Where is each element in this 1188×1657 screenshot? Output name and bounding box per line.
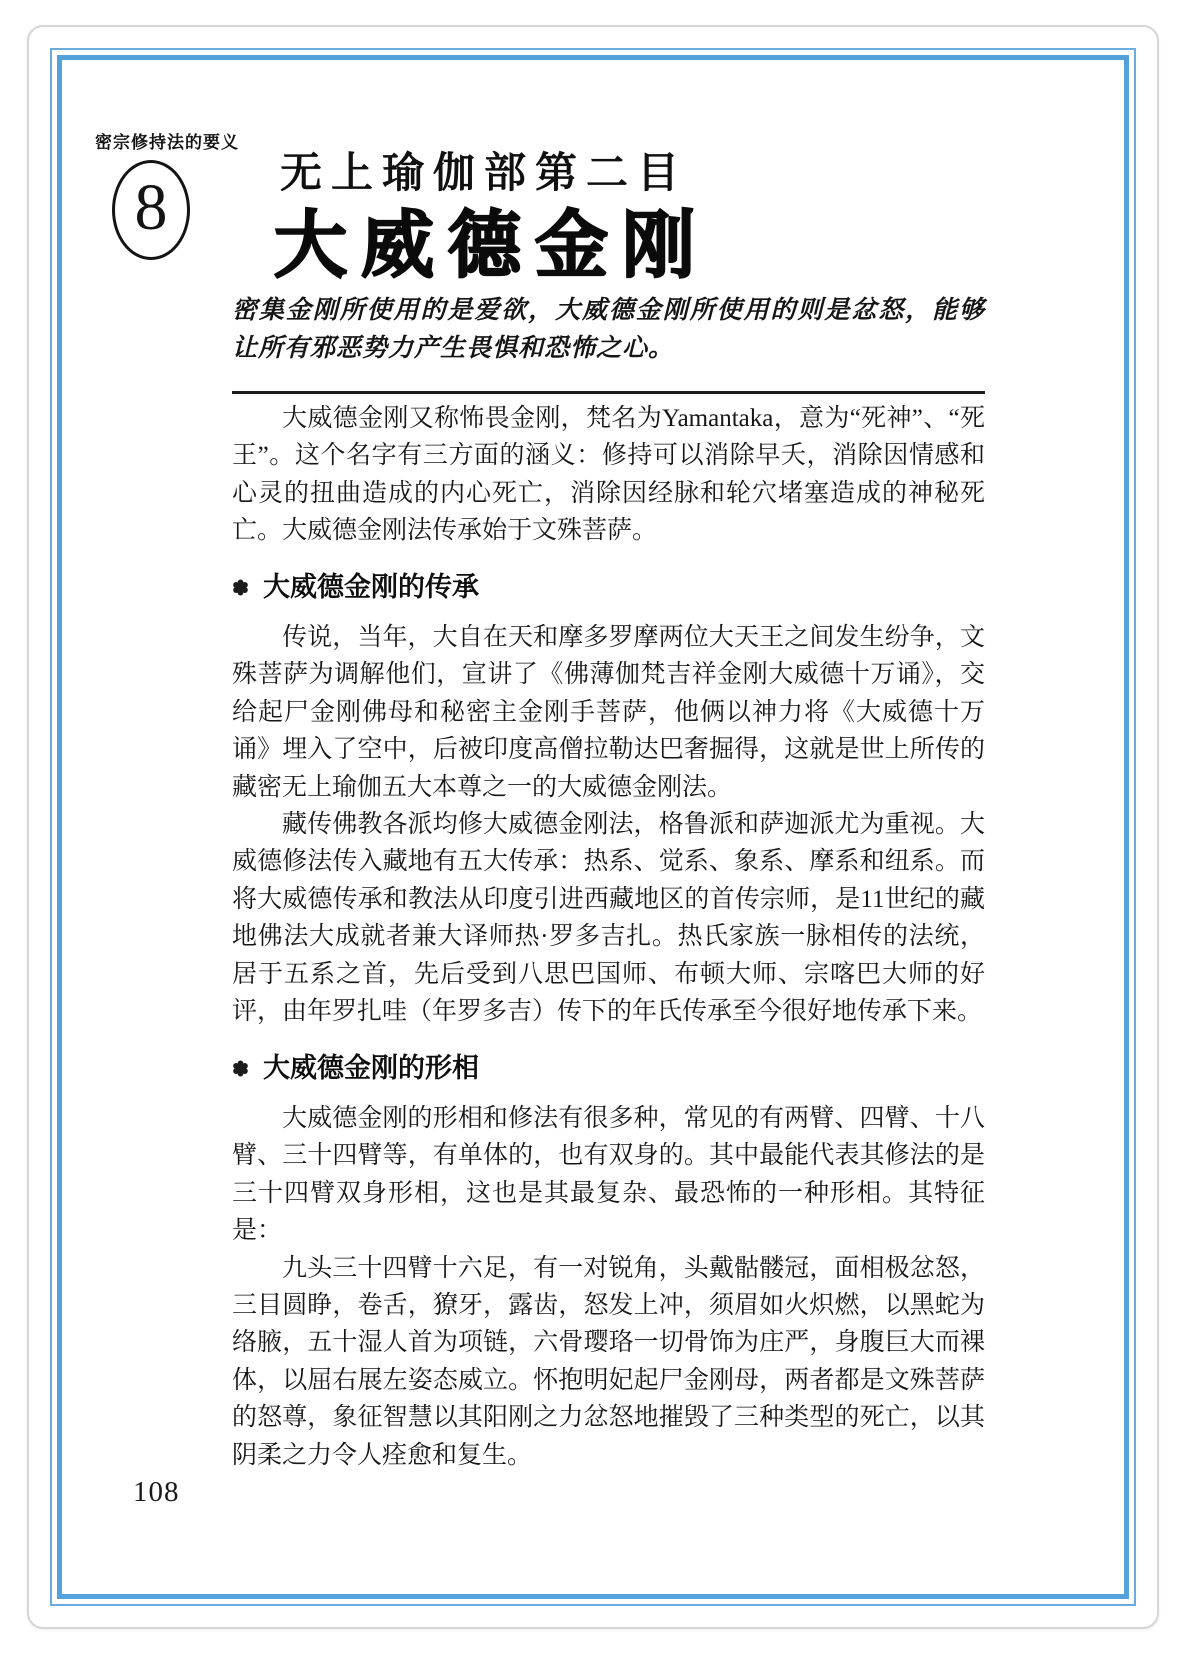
section-heading-lineage bbox=[232, 569, 985, 606]
paragraph-features: 九头三十四臂十六足，有一对锐角，头戴骷髅冠，面相极忿怒，三目圆睁，卷舌，獠牙，露齿，怒发上冲，须眉如火炽燃，以黑蛇为络腋，五十湿人首为项链，六骨璎珞一切骨饰为庄严，身腹巨大而裸体，以屈右展左姿态威立。怀抱明妃起尸金刚母，两者都是文殊菩萨的怒尊，象征智慧以其阳刚之力忿怒地摧毁了三种类型的死亡，以其阴柔之力令人痊愈和复生。 bbox=[232, 1254, 985, 1469]
paragraph-forms: 大威德金刚的形相和修法有很多种，常见的有两臂、四臂、十八臂、三十四臂等，有单体的，也有双身的。其中最能代表其修法的是三十四臂双身形相，这也是其最复杂、最恐怖的一种形相。其特征是： bbox=[232, 1104, 985, 1245]
flower-bullet-icon bbox=[232, 1060, 249, 1077]
section-heading-form-label: 大威德金刚的形相 bbox=[263, 1052, 479, 1084]
series-label: 密宗修持法的要义 bbox=[95, 133, 239, 153]
chapter-number: 8 bbox=[134, 171, 168, 244]
section-heading-form bbox=[232, 1050, 985, 1087]
page-title: 大威德金刚 bbox=[274, 203, 709, 288]
paragraph-overview: 大威德金刚又称怖畏金刚，梵名为Yamantaka，意为“死神”、“死王”。这个名字有三方面的涵义：修持可以消除早夭，消除因情感和心灵的扭曲造成的内心死亡，消除因经脉和轮穴堵塞造成的神秘死亡。大威德金刚法传承始于文殊菩萨。 bbox=[232, 405, 985, 545]
flower-bullet-icon bbox=[232, 579, 249, 596]
paragraph-transmission: 藏传佛教各派均修大威德金刚法，格鲁派和萨迦派尤为重视。大威德修法传入藏地有五大传承：热系、觉系、象系、摩系和纽系。而将大威德传承和教法从印度引进西藏地区的首传宗师，是11世纪的藏地佛法大成就者兼大译师热·罗多吉扎。热氏家族一脉相传的法统，居于五系之首，先后受到八思巴国师、布顿大师、宗喀巴大师的好评，由年罗扎哇（年罗多吉）传下的年氏传承至今很好地传承下来。 bbox=[232, 811, 985, 1026]
paragraph-legend: 传说，当年，大自在天和摩多罗摩两位大天王之间发生纷争，文殊菩萨为调解他们，宣讲了《佛薄伽梵吉祥金刚大威德十万诵》，交给起尸金刚佛母和秘密主金刚手菩萨，他俩以神力将《大威德十万诵》埋入了空中，后被印度高僧拉勒达巴奢掘得，这就是世上所传的藏密无上瑜伽五大本尊之一的大威德金刚法。 bbox=[232, 624, 985, 801]
chapter-number-badge bbox=[112, 160, 190, 260]
intro-abstract: 密集金刚所使用的是爱欲，大威德金刚所使用的则是忿怒，能够让所有邪恶势力产生畏惧和恐怖之心。 bbox=[232, 297, 985, 362]
page-number: 108 bbox=[133, 1476, 180, 1508]
section-heading-lineage-label: 大威德金刚的传承 bbox=[263, 571, 479, 603]
body-text bbox=[232, 400, 985, 1474]
divider-rule bbox=[232, 391, 985, 394]
section-subtitle: 无上瑜伽部第二目 bbox=[280, 148, 689, 197]
